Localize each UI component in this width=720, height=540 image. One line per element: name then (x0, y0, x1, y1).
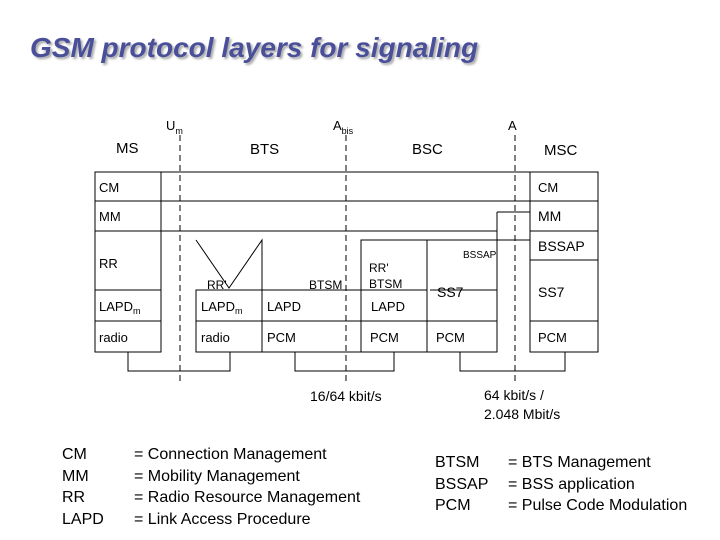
ms-radio: radio (99, 330, 128, 345)
abis-rate: 16/64 kbit/s (310, 388, 382, 404)
bts-rr-prime: RR' (207, 278, 227, 292)
abis-label: $A_{bis}$ (333, 118, 354, 136)
legend-definition: = Pulse Code Modulation (508, 497, 688, 514)
bsc-rr-prime: RR' (369, 261, 389, 275)
legend-definition: = BSS application (508, 475, 635, 493)
ms-lapdm: $LAPD_m$ (99, 299, 141, 316)
legend-right-terms (435, 452, 488, 517)
legend-definition: = Connection Management (134, 446, 327, 463)
bsc-btsm: BTSM (369, 277, 403, 291)
legend-definition: = BTS Management (508, 454, 651, 471)
bsc-pcm-2: PCM (436, 330, 465, 345)
a-rate-line2: 2.048 Mbit/s (484, 406, 561, 422)
legend-term: CM (62, 446, 87, 463)
legend-left-defs (134, 444, 360, 530)
bsc-bssap: BSSAP (463, 250, 497, 261)
bsc-pcm: PCM (370, 330, 399, 345)
legend-left-terms (62, 444, 104, 530)
msc-pcm: PCM (538, 330, 567, 345)
bts-radio: radio (201, 330, 230, 345)
legend-term: BSSAP (435, 475, 489, 493)
bsc-ss7: SS7 (437, 284, 464, 300)
legend-definition: = Radio Resource Management (134, 489, 361, 506)
msc-label: MSC (544, 142, 578, 159)
legend-definition: = Mobility Management (134, 467, 300, 485)
legend-term: PCM (435, 497, 471, 514)
bsc-lapd: LAPD (371, 299, 405, 314)
bsc-label: BSC (412, 141, 443, 158)
legend-definition: = Link Access Procedure (134, 510, 311, 528)
ms-cm: CM (99, 180, 120, 195)
page-title: GSM protocol layers for signaling (30, 32, 479, 63)
ms-label: MS (116, 140, 139, 157)
legend-term: RR (62, 489, 86, 506)
msc-bssap: BSSAP (538, 238, 585, 254)
msc-ss7: SS7 (538, 284, 565, 300)
abis-link (295, 352, 394, 371)
bts-btsm: BTSM (309, 278, 343, 292)
legend-term: BTSM (435, 454, 480, 471)
legend-term: MM (62, 467, 89, 485)
bts-pcm: PCM (267, 330, 296, 345)
um-label: $U_m$ (166, 118, 183, 136)
ms-rr: RR (99, 256, 118, 271)
legend-term: LAPD (62, 510, 104, 528)
a-label: A (508, 118, 517, 133)
a-link (460, 352, 565, 371)
bts-lapdm: $LAPD_m$ (201, 299, 243, 316)
a-rate-line1: 64 kbit/s / (484, 387, 544, 403)
msc-mm: MM (538, 208, 562, 224)
msc-cm: CM (538, 180, 559, 195)
bts-lapd: LAPD (267, 299, 301, 314)
ms-mm: MM (99, 209, 121, 224)
air-link (128, 352, 230, 371)
legend-right-defs (508, 452, 687, 517)
bts-label: BTS (250, 141, 280, 158)
